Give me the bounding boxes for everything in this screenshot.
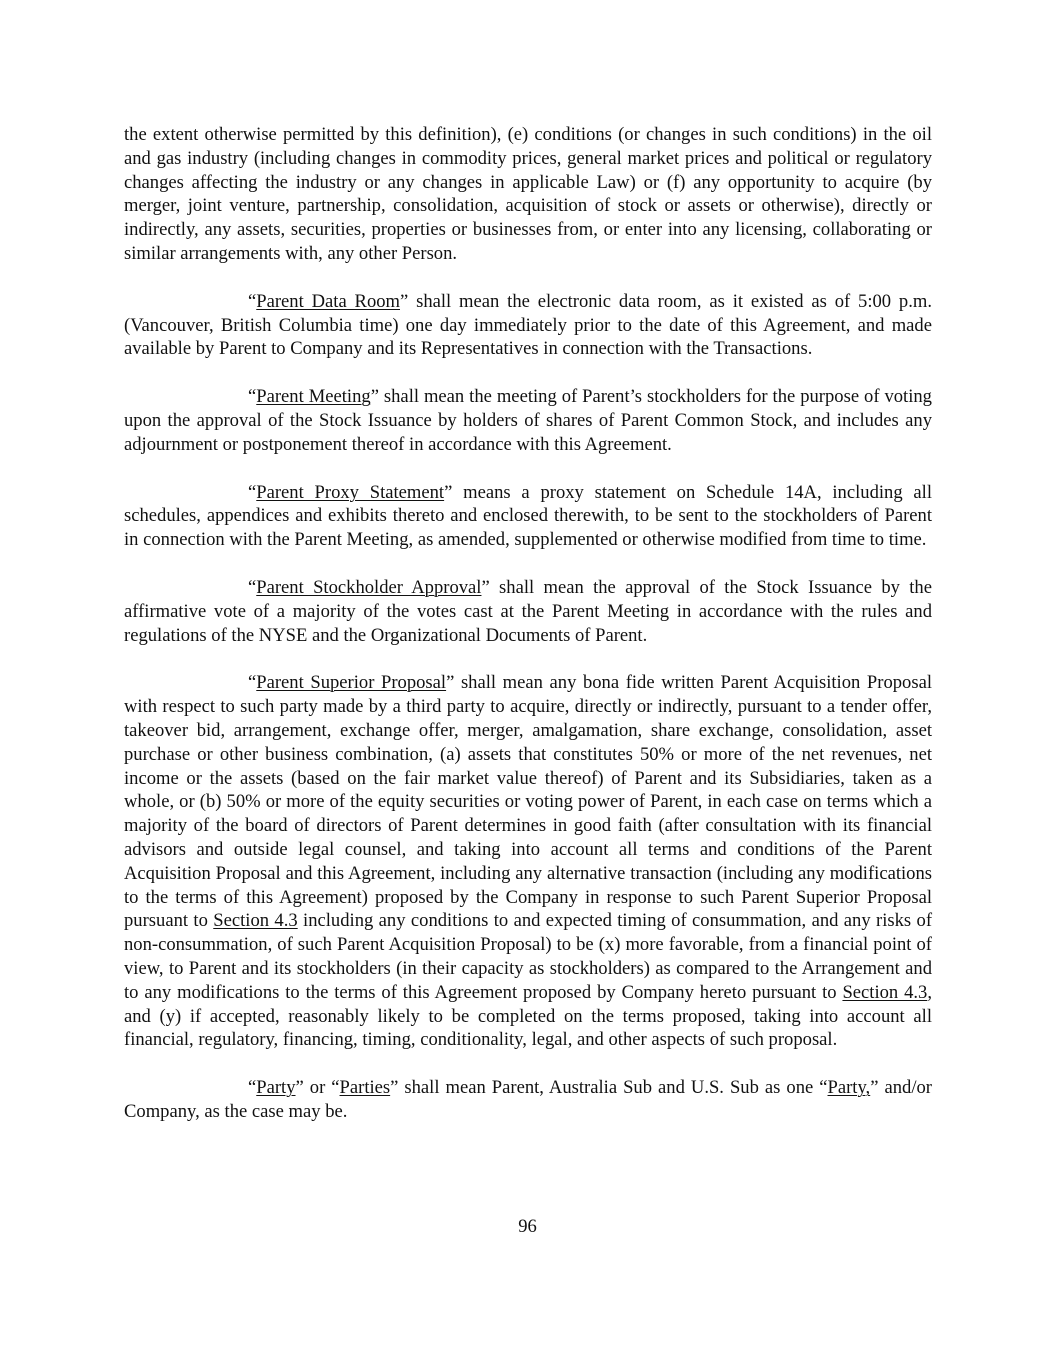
- close-quote: ”: [446, 672, 455, 694]
- definition-text: ” shall mean Parent, Australia Sub and U.S. Sub as one “: [390, 1077, 828, 1099]
- connector-text: ” or “: [295, 1077, 340, 1099]
- paragraph-text: the extent otherwise permitted by this definition), (e) conditions (or changes in such conditions) in the oil and gas industry (including changes in commodity prices, general market prices and political or regulatory changes affecting the industry or any changes in applicable Law) or (f) any opportunity to acquire (by merger, joint venture, partnership, consolidation, acquisition of stock or assets or otherwise), directly or indirectly, any assets, securities, properties or businesses from, or enter into any licensing, collaborating or similar arrangements with, any other Person.: [124, 124, 932, 264]
- defined-term: Parent Proxy Statement: [256, 481, 445, 503]
- definition-text: means a proxy statement on Schedule 14A, including all schedules, appendices and exhibits thereto and enclosed therewith, to be sent to the stockholders of Parent in connection with the Parent Meeting, as amended, supplemented or otherwise modified from time to time.: [124, 481, 932, 551]
- definition-text: shall mean any bona fide written Parent Acquisition Proposal with respect to such party made by a third party to acquire, directly or indirectly, pursuant to a tender offer, takeover bid, arrangement, exchange offer, merger, amalgamation, share exchange, consolidation, asset purchase or other business combination, (a) assets that constitutes 50% or more of the net revenues, net income or the assets (based on the fair market value thereof) of Parent and its Subsidiaries, taken as a whole, or (b) 50% or more of the equity securities or voting power of Parent, in each case on terms which a majority of the board of directors of Parent determines in good faith (after consultation with its financial advisors and outside legal counsel, and taking into account all terms and conditions of the Parent Acquisition Proposal and this Agreement, including any alternative transaction (including any modifications to the terms of this Agreement) proposed by the Company in response to such Parent Superior Proposal pursuant to: [124, 672, 932, 932]
- definition-parent-superior-proposal: [124, 671, 932, 1052]
- defined-term: Parent Superior Proposal: [256, 672, 447, 694]
- defined-term: Parent Stockholder Approval: [256, 576, 482, 598]
- definition-text: including any conditions to and expected timing of consummation, and any risks of non-consummation, of such Parent Acquisition Proposal) to be (x) more favorable, from a financial point of view, to Parent and its stockholders (in their capacity as stockholders) as compared to the Arrangement and to any modifications to the terms of this Agreement proposed by Company hereto pursuant to: [124, 910, 933, 1003]
- open-quote: “: [248, 576, 257, 598]
- close-quote: ”: [481, 576, 490, 598]
- defined-term: Party: [256, 1077, 296, 1099]
- defined-term: Parent Meeting: [256, 386, 371, 408]
- definition-text: shall mean the meeting of Parent’s stockholders for the purpose of voting upon the approval of the Stock Issuance by holders of shares of Parent Common Stock, and includes any adjournment or postponement thereof in accordance with this Agreement.: [124, 386, 932, 455]
- definition-text: shall mean the electronic data room, as it existed as of 5:00 p.m. (Vancouver, British Columbia time) one day immediately prior to the date of this Agreement, and made available by Parent to Company and its Representatives in connection with the Transactions.: [124, 290, 932, 360]
- close-quote: ”: [444, 481, 453, 503]
- definition-text: shall mean the approval of the Stock Issuance by the affirmative vote of a majority of the votes cast at the Parent Meeting in accordance with the rules and regulations of the NYSE and the Organizational Documents of Parent.: [124, 576, 932, 646]
- definition-parent-stockholder-approval: [124, 576, 932, 647]
- defined-term: Parties: [339, 1077, 391, 1099]
- section-reference-link[interactable]: Section 4.3: [213, 910, 298, 932]
- open-quote: “: [248, 290, 257, 312]
- definition-party: [124, 1076, 932, 1124]
- definition-text: , and (y) if accepted, reasonably likely to be completed on the terms proposed, taking into account all financial, regulatory, financing, timing, conditionality, legal, and other aspects of such proposal.: [124, 981, 933, 1051]
- definition-text: and/or Company, as the case may be.: [124, 1077, 932, 1122]
- close-quote: ”: [870, 1077, 879, 1099]
- open-quote: “: [248, 1077, 257, 1099]
- section-reference-link[interactable]: Section 4.3: [842, 981, 928, 1003]
- document-page: [124, 123, 932, 1148]
- definition-parent-proxy-statement: [124, 481, 932, 552]
- close-quote: ”: [400, 290, 409, 312]
- close-quote: ”: [370, 386, 379, 408]
- definition-parent-data-room: [124, 290, 932, 361]
- defined-term: Parent Data Room: [256, 290, 400, 312]
- open-quote: “: [248, 481, 257, 503]
- page-number: 96: [518, 1216, 537, 1237]
- open-quote: “: [248, 386, 257, 408]
- defined-term: Party,: [827, 1077, 871, 1099]
- open-quote: “: [248, 672, 257, 694]
- definition-continuation-paragraph: [124, 123, 932, 266]
- definition-parent-meeting: [124, 385, 932, 456]
